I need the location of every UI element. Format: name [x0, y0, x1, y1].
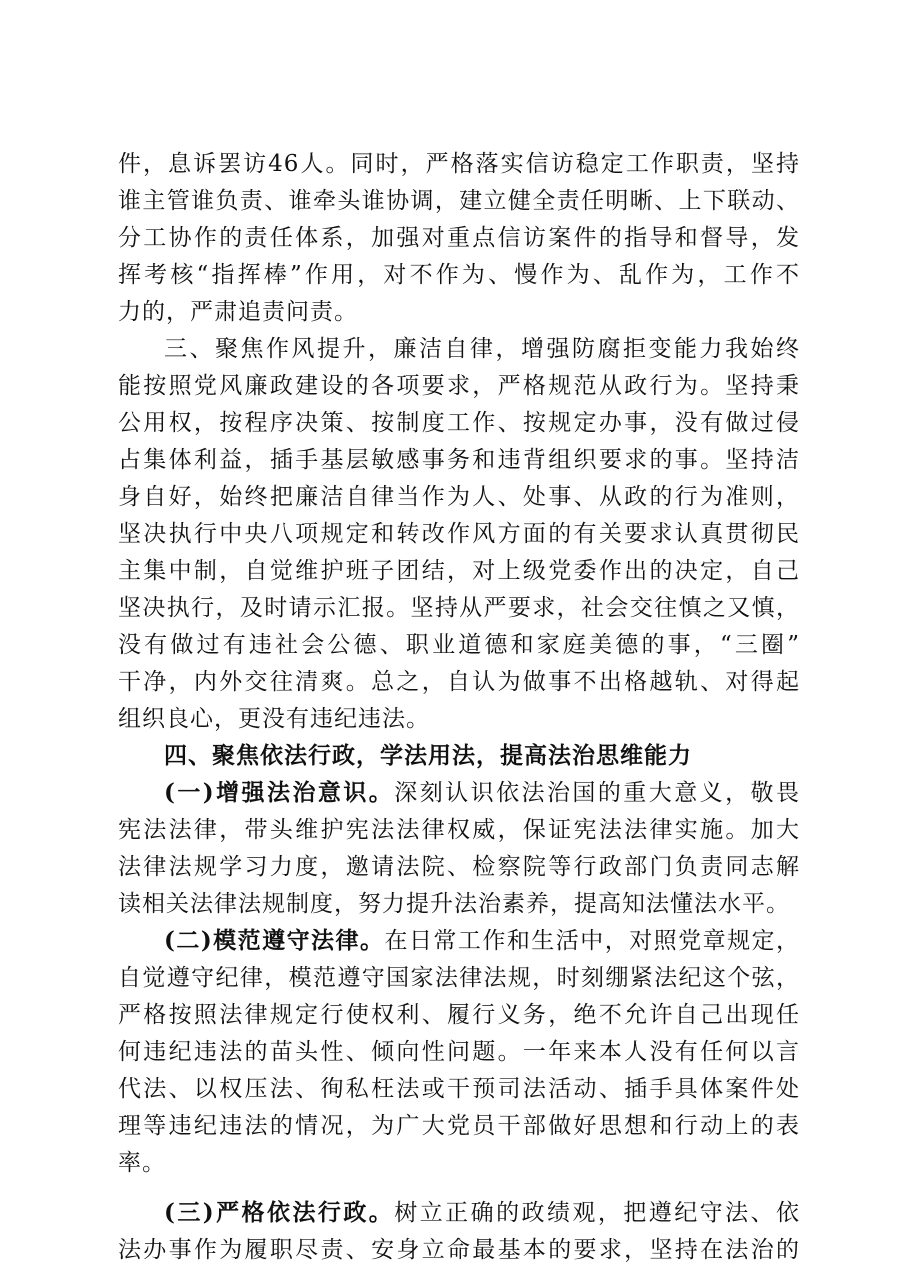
paragraph-line: 公用权，按程序决策、按制度工作、按规定办事，没有做过侵 — [118, 410, 800, 436]
paragraph-line: 能按照党风廉政建设的各项要求，严格规范从政行为。坚持秉 — [118, 373, 800, 399]
paragraph-line: 件，息诉罢访46人。同时，严格落实信访稳定工作职责，坚持 — [118, 151, 800, 177]
paragraph-line: 分工协作的责任体系，加强对重点信访案件的指导和督导，发 — [118, 225, 800, 251]
paragraph-line: 坚决执行中央八项规定和转改作风方面的有关要求认真贯彻民 — [118, 521, 800, 547]
subsection-two-text: 在日常工作和生活中，对照党章规定， — [384, 928, 801, 954]
paragraph-line: 挥考核“指挥棒”作用，对不作为、慢作为、乱作为，工作不 — [118, 262, 800, 288]
paragraph-line: 组织良心，更没有违纪违法。 — [118, 706, 430, 732]
paragraph-line: 率。 — [118, 1150, 166, 1176]
paragraph-line: 代法、以权压法、徇私枉法或干预司法活动、插手具体案件处 — [118, 1076, 800, 1102]
section-four-heading: 四、聚焦依法行政，学法用法，提高法治思维能力 — [164, 742, 692, 769]
paragraph-line: 干净，内外交往清爽。总之，自认为做事不出格越轨、对得起 — [118, 669, 800, 695]
subsection-one-text: 深刻认识依法治国的重大意义，敬畏 — [394, 780, 801, 806]
paragraph-line: 严格按照法律规定行使权利、履行义务，绝不允许自己出现任 — [118, 1002, 800, 1028]
paragraph-line: 力的，严肃追责问责。 — [118, 299, 358, 325]
subsection-two-title: (二)模范遵守法律。 — [164, 927, 385, 954]
subsection-one-line — [164, 775, 800, 811]
subsection-three-text: 树立正确的政绩观，把遵纪守法、依 — [394, 1200, 801, 1226]
paragraph-line: 身自好，始终把廉洁自律当作为人、处事、从政的行为准则， — [118, 484, 800, 510]
paragraph-line: 主集中制，自觉维护班子团结，对上级党委作出的决定，自己 — [118, 558, 800, 584]
paragraph-line: 法律法规学习力度，邀请法院、检察院等行政部门负责同志解 — [118, 854, 800, 880]
paragraph-line: 宪法法律，带头维护宪法法律权威，保证宪法法律实施。加大 — [118, 817, 800, 843]
paragraph-line: 自觉遵守纪律，模范遵守国家法律法规，时刻绷紧法纪这个弦， — [118, 965, 800, 991]
paragraph-line: 何违纪违法的苗头性、倾向性问题。一年来本人没有任何以言 — [118, 1039, 800, 1065]
paragraph-line: 坚决执行，及时请示汇报。坚持从严要求，社会交往慎之又慎， — [118, 595, 800, 621]
paragraph-line: 占集体利益，插手基层敏感事务和违背组织要求的事。坚持洁 — [118, 447, 800, 473]
subsection-three-line — [164, 1195, 800, 1231]
paragraph-line: 没有做过有违社会公德、职业道德和家庭美德的事，“三圈” — [118, 632, 800, 658]
paragraph-line: 谁主管谁负责、谁牵头谁协调，建立健全责任明晰、上下联动、 — [118, 188, 800, 214]
subsection-one-title: (一)增强法治意识。 — [164, 779, 395, 806]
subsection-three-title: (三)严格依法行政。 — [164, 1199, 395, 1226]
section-three-heading-line: 三、聚焦作风提升，廉洁自律，增强防腐拒变能力我始终 — [164, 336, 800, 362]
paragraph-line: 理等违纪违法的情况，为广大党员干部做好思想和行动上的表 — [118, 1113, 800, 1139]
paragraph-line: 读相关法律法规制度，努力提升法治素养，提高知法懂法水平。 — [118, 891, 790, 917]
paragraph-line: 法办事作为履职尽责、安身立命最基本的要求，坚持在法治的 — [118, 1237, 800, 1263]
subsection-two-line — [164, 923, 800, 959]
